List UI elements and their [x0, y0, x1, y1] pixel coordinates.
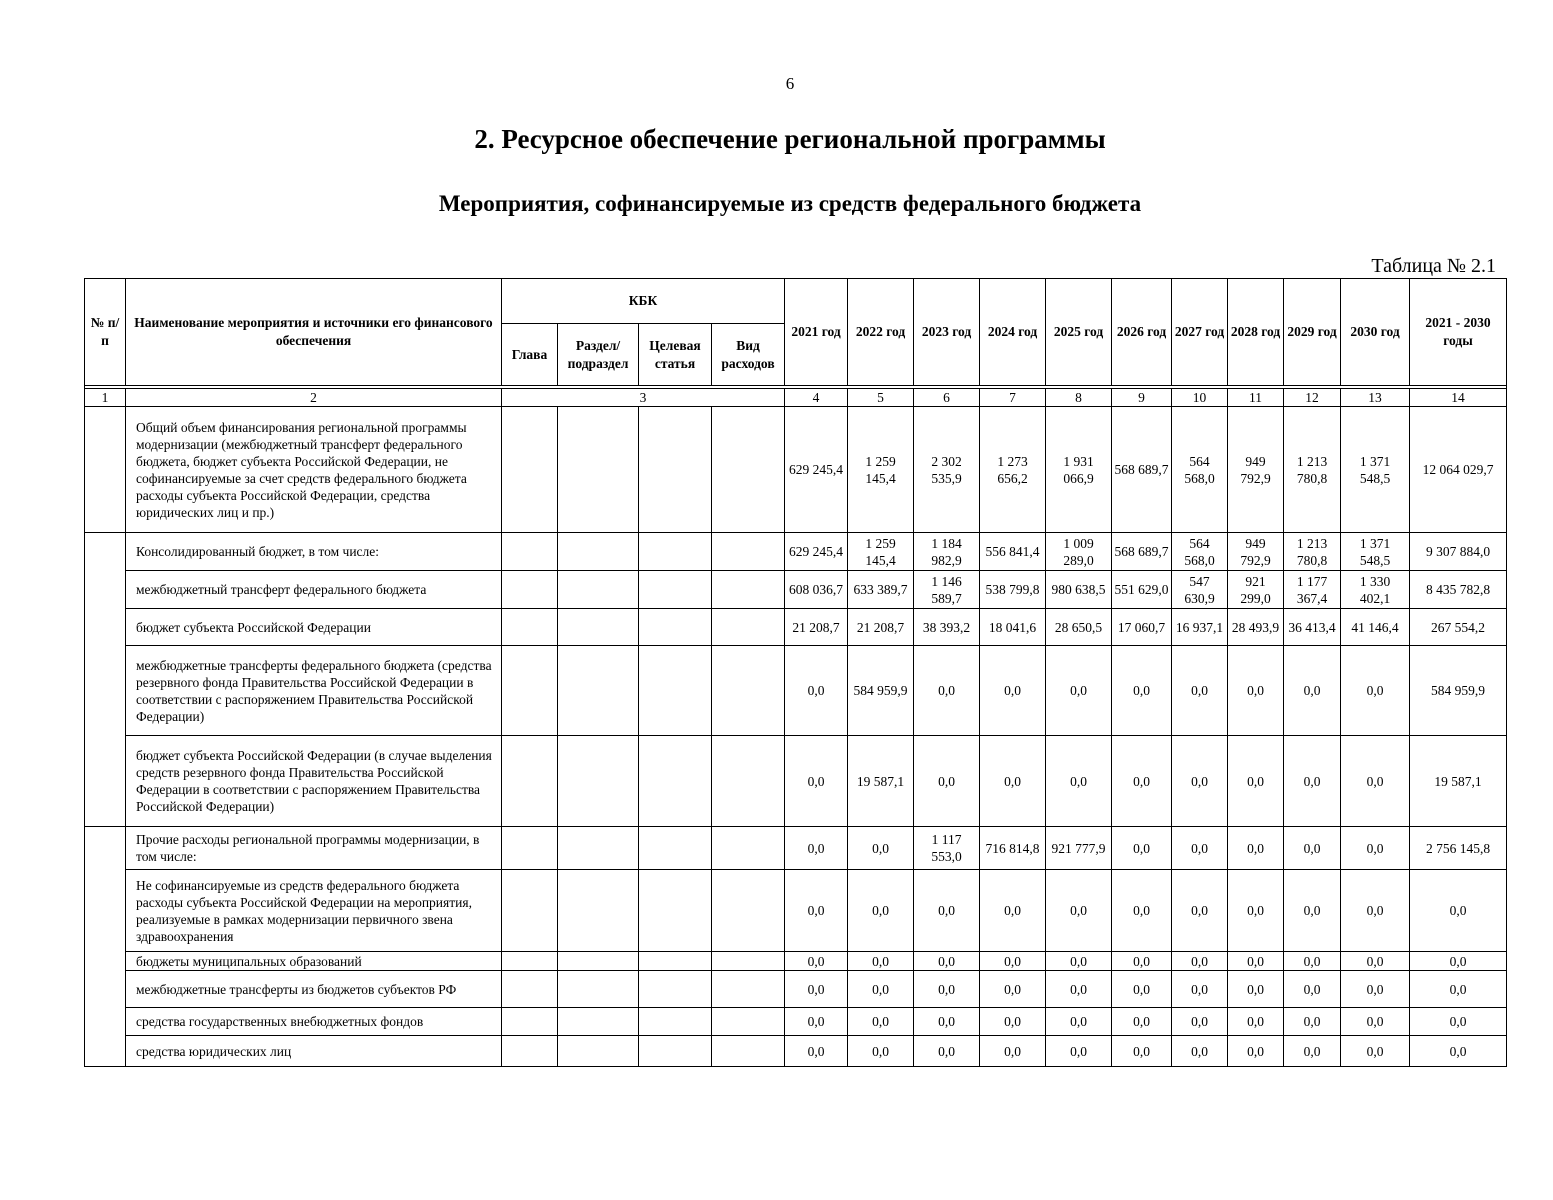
year-value-cell: 551 629,0: [1112, 571, 1172, 609]
kbk-cell: [639, 827, 712, 870]
column-number: 4: [785, 389, 848, 407]
year-value-cell: 0,0: [1341, 646, 1410, 736]
table-row: [85, 571, 1507, 609]
year-value-cell: 1 273 656,2: [980, 407, 1046, 533]
year-value-cell: 0,0: [1172, 1008, 1228, 1036]
kbk-cell: [712, 1036, 785, 1067]
kbk-cell: [712, 1008, 785, 1036]
year-value-cell: 0,0: [1228, 870, 1284, 952]
column-number: 5: [848, 389, 914, 407]
year-value-cell: 0,0: [785, 827, 848, 870]
total-value-cell: 8 435 782,8: [1410, 571, 1507, 609]
year-value-cell: 568 689,7: [1112, 407, 1172, 533]
year-value-cell: 0,0: [1284, 827, 1341, 870]
year-value-cell: 0,0: [1112, 952, 1172, 971]
year-value-cell: 21 208,7: [785, 609, 848, 646]
row-name: бюджет субъекта Российской Федерации: [126, 609, 502, 646]
header-year: 2022 год: [848, 279, 914, 386]
header-year: 2027 год: [1172, 279, 1228, 386]
row-name: Не софинансируемые из средств федерального бюджета расходы субъекта Российской Федерации на мероприятия, реализуемые в рамках модернизации первичного звена здравоохранения: [126, 870, 502, 952]
kbk-cell: [639, 646, 712, 736]
year-value-cell: 0,0: [848, 1036, 914, 1067]
year-value-cell: 980 638,5: [1046, 571, 1112, 609]
year-value-cell: 17 060,7: [1112, 609, 1172, 646]
row-number-cell: [85, 407, 126, 533]
year-value-cell: 556 841,4: [980, 533, 1046, 571]
year-value-cell: 608 036,7: [785, 571, 848, 609]
year-value-cell: 0,0: [1228, 971, 1284, 1008]
table-row: [85, 646, 1507, 736]
year-value-cell: 21 208,7: [848, 609, 914, 646]
year-value-cell: 0,0: [1284, 1008, 1341, 1036]
year-value-cell: 0,0: [848, 870, 914, 952]
year-value-cell: 1 330 402,1: [1341, 571, 1410, 609]
kbk-cell: [502, 571, 558, 609]
year-value-cell: 629 245,4: [785, 533, 848, 571]
year-value-cell: 0,0: [980, 952, 1046, 971]
header-razdel: Раздел/ подраздел: [558, 324, 639, 386]
year-value-cell: 0,0: [1172, 870, 1228, 952]
row-name: бюджеты муниципальных образований: [126, 952, 502, 971]
year-value-cell: 538 799,8: [980, 571, 1046, 609]
year-value-cell: 0,0: [848, 1008, 914, 1036]
year-value-cell: 0,0: [785, 952, 848, 971]
year-value-cell: 0,0: [1046, 646, 1112, 736]
year-value-cell: 0,0: [1172, 736, 1228, 827]
table-row: [85, 609, 1507, 646]
column-number: 2: [126, 389, 502, 407]
year-value-cell: 0,0: [980, 646, 1046, 736]
header-year: 2030 год: [1341, 279, 1410, 386]
kbk-cell: [712, 952, 785, 971]
kbk-cell: [502, 1008, 558, 1036]
year-value-cell: 0,0: [914, 870, 980, 952]
header-year: 2023 год: [914, 279, 980, 386]
kbk-cell: [558, 1036, 639, 1067]
year-value-cell: 1 177 367,4: [1284, 571, 1341, 609]
year-value-cell: 0,0: [1341, 870, 1410, 952]
year-value-cell: 0,0: [1284, 952, 1341, 971]
total-value-cell: 267 554,2: [1410, 609, 1507, 646]
year-value-cell: 0,0: [1172, 827, 1228, 870]
kbk-cell: [712, 609, 785, 646]
table-row: [85, 1036, 1507, 1067]
year-value-cell: 1 259 145,4: [848, 533, 914, 571]
kbk-cell: [558, 971, 639, 1008]
total-value-cell: 584 959,9: [1410, 646, 1507, 736]
kbk-cell: [639, 533, 712, 571]
row-number-cell: [85, 533, 126, 827]
column-number: 7: [980, 389, 1046, 407]
column-number: 1: [85, 389, 126, 407]
kbk-cell: [558, 609, 639, 646]
kbk-cell: [502, 952, 558, 971]
header-year: 2029 год: [1284, 279, 1341, 386]
header-year: 2025 год: [1046, 279, 1112, 386]
year-value-cell: 0,0: [1228, 646, 1284, 736]
header-num: № п/п: [85, 279, 126, 386]
year-value-cell: 1 259 145,4: [848, 407, 914, 533]
year-value-cell: 0,0: [1284, 1036, 1341, 1067]
kbk-cell: [639, 1008, 712, 1036]
year-value-cell: 2 302 535,9: [914, 407, 980, 533]
funding-table: [84, 278, 1507, 1067]
year-value-cell: 0,0: [1284, 870, 1341, 952]
year-value-cell: 0,0: [785, 870, 848, 952]
year-value-cell: 0,0: [1046, 971, 1112, 1008]
kbk-cell: [558, 571, 639, 609]
table-header: [85, 279, 1507, 386]
column-number: 14: [1410, 389, 1507, 407]
year-value-cell: 0,0: [1172, 646, 1228, 736]
table-row: [85, 533, 1507, 571]
kbk-cell: [712, 533, 785, 571]
year-value-cell: 0,0: [1228, 736, 1284, 827]
year-value-cell: 0,0: [1172, 971, 1228, 1008]
header-year: 2021 год: [785, 279, 848, 386]
year-value-cell: 1 146 589,7: [914, 571, 980, 609]
column-number: 3: [502, 389, 785, 407]
kbk-cell: [558, 646, 639, 736]
year-value-cell: 0,0: [980, 736, 1046, 827]
column-number: 9: [1112, 389, 1172, 407]
header-total: 2021 - 2030 годы: [1410, 279, 1507, 386]
kbk-cell: [558, 952, 639, 971]
year-value-cell: 19 587,1: [848, 736, 914, 827]
kbk-cell: [639, 609, 712, 646]
table-row: [85, 407, 1507, 533]
total-value-cell: 0,0: [1410, 870, 1507, 952]
total-value-cell: 9 307 884,0: [1410, 533, 1507, 571]
kbk-cell: [639, 952, 712, 971]
total-value-cell: 0,0: [1410, 952, 1507, 971]
header-year: 2028 год: [1228, 279, 1284, 386]
year-value-cell: 1 117 553,0: [914, 827, 980, 870]
total-value-cell: 12 064 029,7: [1410, 407, 1507, 533]
year-value-cell: 36 413,4: [1284, 609, 1341, 646]
kbk-cell: [639, 870, 712, 952]
year-value-cell: 0,0: [980, 1008, 1046, 1036]
header-celevaya: Целевая статья: [639, 324, 712, 386]
header-vid: Вид расходов: [712, 324, 785, 386]
kbk-cell: [639, 971, 712, 1008]
year-value-cell: 564 568,0: [1172, 407, 1228, 533]
year-value-cell: 633 389,7: [848, 571, 914, 609]
year-value-cell: 0,0: [785, 736, 848, 827]
year-value-cell: 0,0: [1112, 646, 1172, 736]
total-value-cell: 0,0: [1410, 971, 1507, 1008]
year-value-cell: 0,0: [914, 971, 980, 1008]
kbk-cell: [502, 971, 558, 1008]
year-value-cell: 921 299,0: [1228, 571, 1284, 609]
row-name: Общий объем финансирования региональной программы модернизации (межбюджетный трансферт федерального бюджета, бюджет субъекта Российской Федерации, не софинансируемые за счет средств федерального бюджета расходы субъекта Российской Федерации, средства юридических лиц и пр.): [126, 407, 502, 533]
kbk-cell: [639, 407, 712, 533]
year-value-cell: 629 245,4: [785, 407, 848, 533]
kbk-cell: [712, 571, 785, 609]
row-number-cell: [85, 827, 126, 1067]
kbk-cell: [558, 407, 639, 533]
row-name: бюджет субъекта Российской Федерации (в случае выделения средств резервного фонда Правительства Российской Федерации в соответствии с распоряжением Правительства Российской Федерации): [126, 736, 502, 827]
kbk-cell: [558, 827, 639, 870]
header-year: 2026 год: [1112, 279, 1172, 386]
kbk-cell: [502, 609, 558, 646]
kbk-cell: [502, 736, 558, 827]
kbk-cell: [502, 407, 558, 533]
kbk-cell: [639, 736, 712, 827]
kbk-cell: [712, 971, 785, 1008]
year-value-cell: 0,0: [1228, 1036, 1284, 1067]
year-value-cell: 1 371 548,5: [1341, 407, 1410, 533]
year-value-cell: 0,0: [1228, 1008, 1284, 1036]
total-value-cell: 0,0: [1410, 1036, 1507, 1067]
year-value-cell: 0,0: [914, 646, 980, 736]
row-name: средства государственных внебюджетных фондов: [126, 1008, 502, 1036]
header-name: Наименование мероприятия и источники его финансового обеспечения: [126, 279, 502, 386]
year-value-cell: 0,0: [785, 1036, 848, 1067]
year-value-cell: 0,0: [1046, 952, 1112, 971]
kbk-cell: [502, 1036, 558, 1067]
year-value-cell: 921 777,9: [1046, 827, 1112, 870]
year-value-cell: 584 959,9: [848, 646, 914, 736]
year-value-cell: 0,0: [1112, 827, 1172, 870]
year-value-cell: 1 371 548,5: [1341, 533, 1410, 571]
column-number: 8: [1046, 389, 1112, 407]
table-row: [85, 1008, 1507, 1036]
year-value-cell: 0,0: [848, 952, 914, 971]
header-year: 2024 год: [980, 279, 1046, 386]
table-row: [85, 870, 1507, 952]
year-value-cell: 0,0: [1046, 736, 1112, 827]
year-value-cell: 0,0: [1284, 971, 1341, 1008]
kbk-cell: [502, 827, 558, 870]
year-value-cell: 0,0: [1284, 736, 1341, 827]
year-value-cell: 0,0: [1341, 736, 1410, 827]
row-name: межбюджетный трансферт федерального бюджета: [126, 571, 502, 609]
year-value-cell: 0,0: [1046, 870, 1112, 952]
year-value-cell: 0,0: [1112, 1036, 1172, 1067]
page-number: 6: [785, 74, 795, 93]
year-value-cell: 38 393,2: [914, 609, 980, 646]
column-number: 6: [914, 389, 980, 407]
row-name: Консолидированный бюджет, в том числе:: [126, 533, 502, 571]
year-value-cell: 0,0: [1172, 1036, 1228, 1067]
year-value-cell: 1 009 289,0: [1046, 533, 1112, 571]
kbk-cell: [639, 1036, 712, 1067]
table-caption: Таблица № 2.1: [1371, 255, 1496, 277]
year-value-cell: 949 792,9: [1228, 407, 1284, 533]
page-title: 2. Ресурсное обеспечение региональной программы: [474, 124, 1106, 154]
kbk-cell: [639, 571, 712, 609]
year-value-cell: 0,0: [785, 646, 848, 736]
year-value-cell: 0,0: [1172, 952, 1228, 971]
row-name: Прочие расходы региональной программы модернизации, в том числе:: [126, 827, 502, 870]
kbk-cell: [712, 407, 785, 533]
table-body: [85, 386, 1507, 1067]
row-name: межбюджетные трансферты из бюджетов субъектов РФ: [126, 971, 502, 1008]
kbk-cell: [712, 870, 785, 952]
kbk-cell: [558, 1008, 639, 1036]
year-value-cell: 564 568,0: [1172, 533, 1228, 571]
kbk-cell: [712, 646, 785, 736]
year-value-cell: 16 937,1: [1172, 609, 1228, 646]
year-value-cell: 0,0: [1341, 1008, 1410, 1036]
column-number: 13: [1341, 389, 1410, 407]
year-value-cell: 0,0: [1112, 870, 1172, 952]
kbk-cell: [558, 533, 639, 571]
year-value-cell: 0,0: [1112, 1008, 1172, 1036]
year-value-cell: 0,0: [1046, 1036, 1112, 1067]
year-value-cell: 0,0: [1112, 736, 1172, 827]
year-value-cell: 0,0: [1284, 646, 1341, 736]
year-value-cell: 0,0: [1341, 952, 1410, 971]
year-value-cell: 0,0: [1112, 971, 1172, 1008]
table-row: [85, 971, 1507, 1008]
year-value-cell: 0,0: [848, 827, 914, 870]
total-value-cell: 19 587,1: [1410, 736, 1507, 827]
column-number: 12: [1284, 389, 1341, 407]
year-value-cell: 0,0: [914, 1036, 980, 1067]
year-value-cell: 0,0: [1228, 827, 1284, 870]
year-value-cell: 0,0: [1046, 1008, 1112, 1036]
total-value-cell: 2 756 145,8: [1410, 827, 1507, 870]
kbk-cell: [712, 827, 785, 870]
year-value-cell: 1 213 780,8: [1284, 533, 1341, 571]
year-value-cell: 0,0: [980, 1036, 1046, 1067]
year-value-cell: 0,0: [914, 1008, 980, 1036]
year-value-cell: 0,0: [1341, 971, 1410, 1008]
year-value-cell: 949 792,9: [1228, 533, 1284, 571]
table-row: [85, 952, 1507, 971]
year-value-cell: 547 630,9: [1172, 571, 1228, 609]
total-value-cell: 0,0: [1410, 1008, 1507, 1036]
kbk-cell: [502, 870, 558, 952]
table-row: [85, 736, 1507, 827]
year-value-cell: 0,0: [1341, 1036, 1410, 1067]
year-value-cell: 28 493,9: [1228, 609, 1284, 646]
year-value-cell: 0,0: [785, 971, 848, 1008]
year-value-cell: 568 689,7: [1112, 533, 1172, 571]
year-value-cell: 0,0: [980, 971, 1046, 1008]
year-value-cell: 0,0: [785, 1008, 848, 1036]
table-row: [85, 827, 1507, 870]
year-value-cell: 716 814,8: [980, 827, 1046, 870]
header-glava: Глава: [502, 324, 558, 386]
year-value-cell: 0,0: [914, 736, 980, 827]
year-value-cell: 41 146,4: [1341, 609, 1410, 646]
year-value-cell: 0,0: [1228, 952, 1284, 971]
kbk-cell: [558, 870, 639, 952]
kbk-cell: [502, 533, 558, 571]
year-value-cell: 0,0: [914, 952, 980, 971]
year-value-cell: 0,0: [980, 870, 1046, 952]
header-kbk: КБК: [502, 279, 785, 324]
year-value-cell: 0,0: [1341, 827, 1410, 870]
kbk-cell: [502, 646, 558, 736]
column-number: 11: [1228, 389, 1284, 407]
column-number: 10: [1172, 389, 1228, 407]
row-name: межбюджетные трансферты федерального бюджета (средства резервного фонда Правительства Российской Федерации в соответствии с распоряжением Правительства Российской Федерации): [126, 646, 502, 736]
row-name: средства юридических лиц: [126, 1036, 502, 1067]
year-value-cell: 18 041,6: [980, 609, 1046, 646]
kbk-cell: [712, 736, 785, 827]
column-numbers-row: [85, 389, 1507, 407]
year-value-cell: 1 184 982,9: [914, 533, 980, 571]
year-value-cell: 1 213 780,8: [1284, 407, 1341, 533]
kbk-cell: [558, 736, 639, 827]
year-value-cell: 1 931 066,9: [1046, 407, 1112, 533]
year-value-cell: 0,0: [848, 971, 914, 1008]
year-value-cell: 28 650,5: [1046, 609, 1112, 646]
page-subtitle: Мероприятия, софинансируемые из средств федерального бюджета: [438, 191, 1142, 216]
